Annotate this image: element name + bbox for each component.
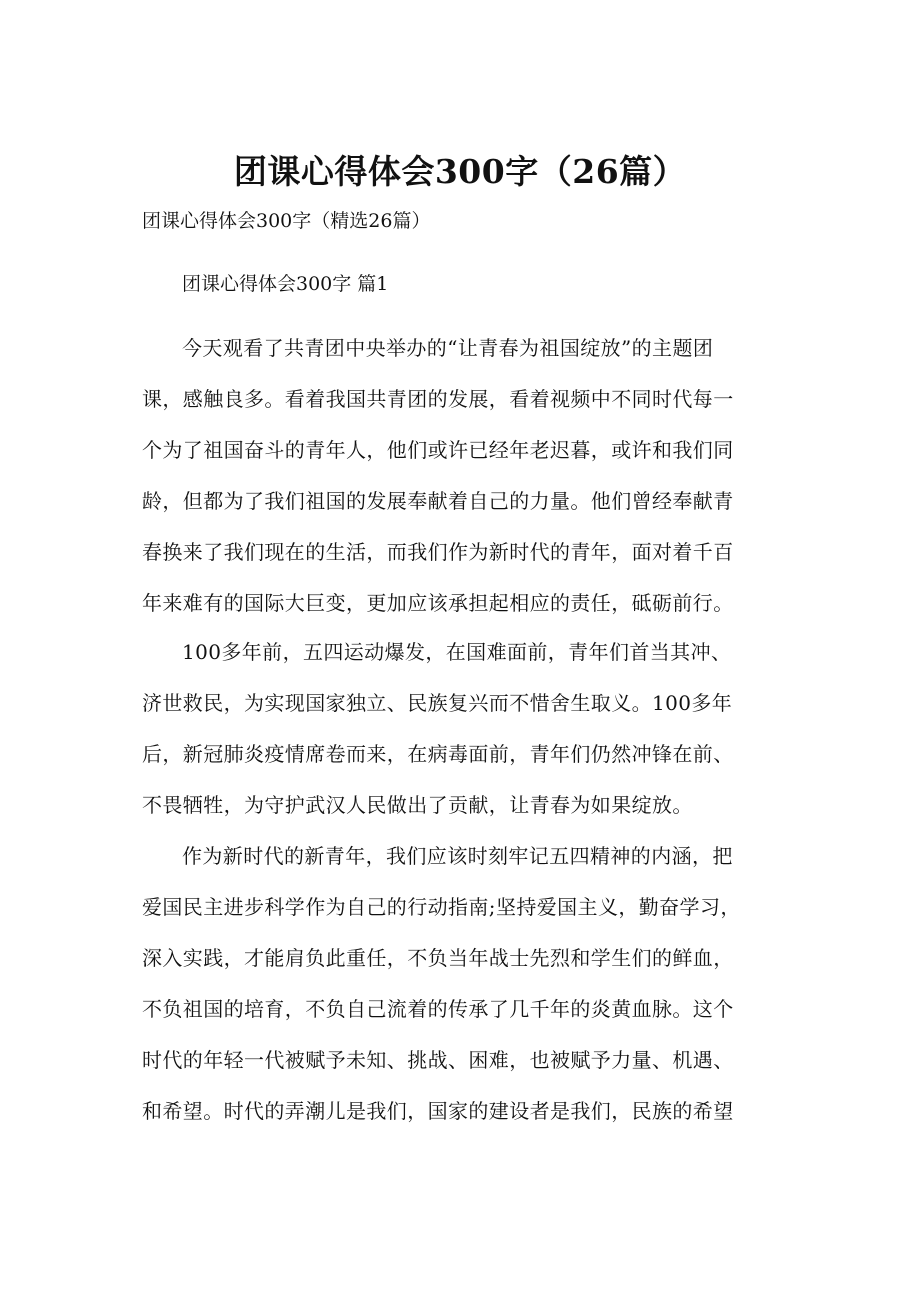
paragraph-line: 时代的年轻一代被赋予未知、挑战、困难，也被赋予力量、机遇、 <box>142 1048 734 1072</box>
document-title: 团课心得体会300字（26篇） <box>233 152 687 191</box>
paragraph-line: 不负祖国的培育，不负自己流着的传承了几千年的炎黄血脉。这个 <box>142 997 734 1021</box>
paragraph-line: 年来难有的国际大巨变，更加应该承担起相应的责任，砥砺前行。 <box>142 591 734 615</box>
paragraph-line: 个为了祖国奋斗的青年人，他们或许已经年老迟暮，或许和我们同 <box>142 438 734 462</box>
paragraph-line: 龄，但都为了我们祖国的发展奉献着自己的力量。他们曾经奉献青 <box>142 489 734 513</box>
section-heading: 团课心得体会300字 篇1 <box>182 273 389 295</box>
document-subtitle: 团课心得体会300字（精选26篇） <box>142 210 431 232</box>
paragraph-line: 作为新时代的新青年，我们应该时刻牢记五四精神的内涵，把 <box>182 844 733 868</box>
paragraph-line: 爱国民主进步科学作为自己的行动指南;坚持爱国主义，勤奋学习， <box>142 895 741 919</box>
paragraph-line: 今天观看了共青团中央举办的“让青春为祖国绽放”的主题团 <box>182 336 714 360</box>
paragraph-line: 深入实践，才能肩负此重任，不负当年战士先烈和学生们的鲜血， <box>142 946 734 970</box>
paragraph-2 <box>142 627 782 831</box>
paragraph-line: 课，感触良多。看着我国共青团的发展，看着视频中不同时代每一 <box>142 387 734 411</box>
paragraph-line: 不畏牺牲，为守护武汉人民做出了贡献，让青春为如果绽放。 <box>142 793 693 817</box>
paragraph-line: 后，新冠肺炎疫情席卷而来，在病毒面前，青年们仍然冲锋在前、 <box>142 742 734 766</box>
paragraph-line: 和希望。时代的弄潮儿是我们，国家的建设者是我们，民族的希望 <box>142 1099 734 1123</box>
paragraph-line: 春换来了我们现在的生活，而我们作为新时代的青年，面对着千百 <box>142 540 734 564</box>
paragraph-1 <box>142 323 782 629</box>
paragraph-line: 济世救民，为实现国家独立、民族复兴而不惜舍生取义。100多年 <box>142 691 733 715</box>
paragraph-3 <box>142 831 782 1137</box>
paragraph-line: 100多年前，五四运动爆发，在国难面前，青年们首当其冲、 <box>182 640 732 664</box>
